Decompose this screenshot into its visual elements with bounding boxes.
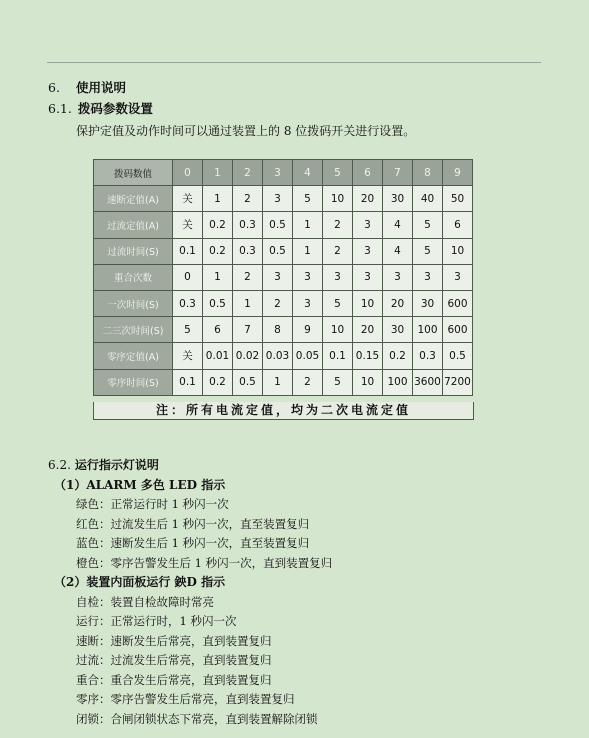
column-header: 2 xyxy=(233,160,263,186)
table-cell: 7200 xyxy=(443,369,473,395)
table-cell: 5 xyxy=(173,317,203,343)
table-cell: 5 xyxy=(413,212,443,238)
header-divider xyxy=(47,62,541,63)
table-cell: 1 xyxy=(263,369,293,395)
table-cell: 0.1 xyxy=(173,369,203,395)
table-cell: 6 xyxy=(443,212,473,238)
table-cell: 20 xyxy=(353,317,383,343)
table-cell: 10 xyxy=(353,369,383,395)
table-cell: 600 xyxy=(443,317,473,343)
table-cell: 2 xyxy=(323,238,353,264)
column-header: 4 xyxy=(293,160,323,186)
column-header: 3 xyxy=(263,160,293,186)
section-6-2-heading xyxy=(48,457,159,473)
table-cell: 3 xyxy=(353,238,383,264)
table-cell: 0.1 xyxy=(173,238,203,264)
table-cell: 3 xyxy=(353,212,383,238)
table-header-row xyxy=(94,160,473,186)
section-title: 使用说明 xyxy=(75,80,126,95)
panel-item-reclose: 重合：重合发生后常亮，直到装置复归 xyxy=(76,673,272,687)
table-cell: 0.3 xyxy=(233,238,263,264)
table-cell: 0.2 xyxy=(203,369,233,395)
table-cell: 0.05 xyxy=(293,343,323,369)
section-number: 6.1. xyxy=(48,101,72,116)
table-cell: 0.5 xyxy=(263,212,293,238)
table-cell: 0.5 xyxy=(233,369,263,395)
column-header: 9 xyxy=(443,160,473,186)
alarm-item-orange: 橙色：零序告警发生后 1 秒闪一次，直到装置复归 xyxy=(76,556,333,570)
table-row xyxy=(94,290,473,316)
table-cell: 0.3 xyxy=(233,212,263,238)
row-header: 零序定值(A) xyxy=(94,343,173,369)
table-cell: 0.1 xyxy=(323,343,353,369)
table-cell: 3 xyxy=(323,264,353,290)
panel-item-zeroseq: 零序：零序告警发生后常亮，直到装置复归 xyxy=(76,692,295,706)
table-cell: 30 xyxy=(383,186,413,212)
section-title: 运行指示灯说明 xyxy=(74,458,159,472)
table-cell: 3 xyxy=(293,264,323,290)
table-cell: 20 xyxy=(353,186,383,212)
table-cell: 7 xyxy=(233,317,263,343)
table-cell: 30 xyxy=(413,290,443,316)
panel-item-quickbreak: 速断：速断发生后常亮，直到装置复归 xyxy=(76,634,272,648)
intro-paragraph: 保护定值及动作时间可以通过装置上的 8 位拨码开关进行设置。 xyxy=(76,124,416,138)
table-cell: 10 xyxy=(323,317,353,343)
table-cell: 0.5 xyxy=(443,343,473,369)
row-header: 二三次时间(S) xyxy=(94,317,173,343)
table-cell: 5 xyxy=(413,238,443,264)
alarm-item-blue: 蓝色：速断发生后 1 秒闪一次，直至装置复归 xyxy=(76,536,310,550)
table-cell: 0.2 xyxy=(203,238,233,264)
table-cell: 10 xyxy=(353,290,383,316)
table-cell: 2 xyxy=(323,212,353,238)
table-cell: 600 xyxy=(443,290,473,316)
column-header: 1 xyxy=(203,160,233,186)
row-header: 速断定值(A) xyxy=(94,186,173,212)
table-cell: 2 xyxy=(263,290,293,316)
section-title: 拨码参数设置 xyxy=(77,101,153,116)
table-row xyxy=(94,186,473,212)
table-cell: 100 xyxy=(413,317,443,343)
table-cell: 8 xyxy=(263,317,293,343)
panel-item-run: 运行：正常运行时，1 秒闪一次 xyxy=(76,614,237,628)
panel-item-overcurrent: 过流：过流发生后常亮，直到装置复归 xyxy=(76,653,272,667)
table-cell: 1 xyxy=(293,238,323,264)
table-cell: 5 xyxy=(293,186,323,212)
table-cell: 0.03 xyxy=(263,343,293,369)
table-cell: 3 xyxy=(383,264,413,290)
alarm-item-red: 红色：过流发生后 1 秒闪一次，直至装置复归 xyxy=(76,517,310,531)
table-cell: 0.5 xyxy=(263,238,293,264)
table-row xyxy=(94,212,473,238)
table-cell: 3 xyxy=(263,264,293,290)
table-cell: 10 xyxy=(323,186,353,212)
table-cell: 0.15 xyxy=(353,343,383,369)
table-cell: 0.02 xyxy=(233,343,263,369)
panel-item-selfcheck: 自检：装置自检故障时常亮 xyxy=(76,595,214,609)
table-row xyxy=(94,369,473,395)
table-cell: 10 xyxy=(443,238,473,264)
table-cell: 0.3 xyxy=(413,343,443,369)
table-cell: 30 xyxy=(383,317,413,343)
table-note: 注：所有电流定值，均为二次电流定值 xyxy=(93,402,474,420)
table-cell: 1 xyxy=(203,264,233,290)
section-6-heading xyxy=(48,80,126,96)
table-cell: 4 xyxy=(383,238,413,264)
alarm-item-green: 绿色：正常运行时 1 秒闪一次 xyxy=(76,497,229,511)
table-cell: 关 xyxy=(173,186,203,212)
table-cell: 1 xyxy=(293,212,323,238)
row-header: 重合次数 xyxy=(94,264,173,290)
table-cell: 3600 xyxy=(413,369,443,395)
table-cell: 6 xyxy=(203,317,233,343)
table-row xyxy=(94,317,473,343)
column-header: 6 xyxy=(353,160,383,186)
row-header: 过流定值(A) xyxy=(94,212,173,238)
dip-switch-table-container xyxy=(93,159,472,396)
table-row xyxy=(94,264,473,290)
section-number: 6. xyxy=(48,80,60,95)
table-cell: 0.01 xyxy=(203,343,233,369)
table-cell: 40 xyxy=(413,186,443,212)
table-cell: 关 xyxy=(173,212,203,238)
table-cell: 100 xyxy=(383,369,413,395)
table-cell: 3 xyxy=(413,264,443,290)
section-6-1-heading xyxy=(48,101,153,117)
table-cell: 3 xyxy=(263,186,293,212)
column-header: 8 xyxy=(413,160,443,186)
table-cell: 0.3 xyxy=(173,290,203,316)
table-cell: 0.5 xyxy=(203,290,233,316)
table-row xyxy=(94,238,473,264)
row-header: 过流时间(S) xyxy=(94,238,173,264)
column-header: 0 xyxy=(173,160,203,186)
table-cell: 0.2 xyxy=(383,343,413,369)
table-cell: 0.2 xyxy=(203,212,233,238)
table-cell: 5 xyxy=(323,369,353,395)
row-header: 零序时间(S) xyxy=(94,369,173,395)
table-cell: 4 xyxy=(383,212,413,238)
panel-led-heading: （2）装置内面板运行 鉠D 指示 xyxy=(54,575,226,589)
table-cell: 2 xyxy=(233,264,263,290)
table-cell: 5 xyxy=(323,290,353,316)
table-cell: 2 xyxy=(293,369,323,395)
section-number: 6.2. xyxy=(48,458,71,472)
table-cell: 20 xyxy=(383,290,413,316)
alarm-led-heading: （1）ALARM 多色 LED 指示 xyxy=(54,478,226,492)
table-cell: 3 xyxy=(353,264,383,290)
dip-switch-table xyxy=(93,159,473,396)
column-header: 7 xyxy=(383,160,413,186)
table-cell: 0 xyxy=(173,264,203,290)
panel-item-lock: 闭锁：合闸闭锁状态下常亮，直到装置解除闭锁 xyxy=(76,712,318,726)
table-cell: 3 xyxy=(293,290,323,316)
table-corner-header: 拨码数值 xyxy=(94,160,173,186)
table-cell: 1 xyxy=(233,290,263,316)
table-cell: 关 xyxy=(173,343,203,369)
table-row xyxy=(94,343,473,369)
table-cell: 50 xyxy=(443,186,473,212)
table-cell: 2 xyxy=(233,186,263,212)
table-cell: 9 xyxy=(293,317,323,343)
row-header: 一次时间(S) xyxy=(94,290,173,316)
table-cell: 1 xyxy=(203,186,233,212)
column-header: 5 xyxy=(323,160,353,186)
table-cell: 3 xyxy=(443,264,473,290)
